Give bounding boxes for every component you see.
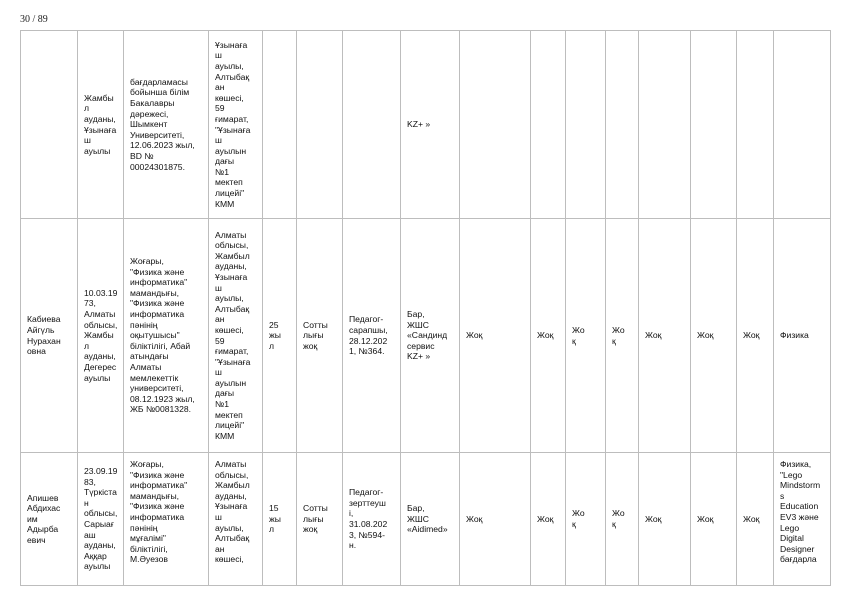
cell-col10: Жоқ [531,219,566,453]
cell-education: Жоғары, "Физика және информатика" мамандығы, "Физика және информатика пәнінің мұғалімі" біліктілігі, М.Әуезов [124,453,209,586]
table-row [21,453,831,586]
cell-experience: 15 жы л [263,453,297,586]
cell-education: бағдарламасы бойынша білім Бакалавры дәрежесі, Шымкент Университеті, 12.06.2023 жыл, BD № 00024301875. [124,31,209,219]
cell-medical: KZ+ » [401,31,460,219]
table-row [21,219,831,453]
cell-address: Алматы облысы, Жамбыл ауданы, Ұзынаға ш ауылы, Алтыбақ ан көшесі, 59 ғимарат, "Ұзынаға ш ауылын дағы №1 мектеп лицейі" КММ [209,219,263,453]
cell-name: Апишев Абдихас им Адырба евич [21,453,78,586]
cell-col15: Жоқ [737,219,774,453]
cell-col11 [566,31,606,219]
cell-col9: Жоқ [460,453,531,586]
cell-category: Педагог- зерттеуш і, 31.08.202 3, №594- н. [343,453,401,586]
page-number: 30 / 89 [20,14,48,25]
cell-name: Кабиева Айгүль Нурахан овна [21,219,78,453]
cell-col13 [639,31,691,219]
cell-address: Алматы облысы, Жамбыл ауданы, Ұзынаға ш ауылы, Алтыбақ ан көшесі, [209,453,263,586]
cell-name [21,31,78,219]
cell-address: Ұзынаға ш ауылы, Алтыбақ ан көшесі, 59 ғимарат, "Ұзынаға ш ауылын дағы №1 мектеп лицейі" КММ [209,31,263,219]
table-row [21,31,831,219]
cell-medical: Бар, ЖШС «Aidimed» [401,453,460,586]
cell-col14: Жоқ [691,219,737,453]
cell-col9 [460,31,531,219]
cell-col11: Жо қ [566,219,606,453]
cell-subject [774,31,831,219]
cell-col14: Жоқ [691,453,737,586]
cell-experience: 25 жы л [263,219,297,453]
cell-experience [263,31,297,219]
cell-col14 [691,31,737,219]
cell-category: Педагог- сарапшы, 28.12.202 1, №364. [343,219,401,453]
cell-col9: Жоқ [460,219,531,453]
cell-col10: Жоқ [531,453,566,586]
cell-education: Жоғары, "Физика және информатика" мамандығы, "Физика және информатика пәнінің оқытушысы" біліктілігі, Абай атындағы Алматы мемлекеттік университеті, 08.12.1923 жыл, ЖБ №0081328. [124,219,209,453]
candidates-table [20,30,831,586]
cell-birth: 23.09.19 83, Түркіста н облысы, Сарыағ аш ауданы, Аққар ауылы [78,453,124,586]
cell-col11: Жо қ [566,453,606,586]
cell-criminal-record: Сотты лығы жоқ [297,453,343,586]
cell-col15 [737,31,774,219]
cell-birth: 10.03.19 73, Алматы облысы, Жамбы л ауданы, Дегерес ауылы [78,219,124,453]
cell-col12: Жо қ [606,453,639,586]
cell-criminal-record: Сотты лығы жоқ [297,219,343,453]
cell-medical: Бар, ЖШС «Сандинд сервис KZ+ » [401,219,460,453]
cell-subject: Физика, "Lego Mindstorm s Education EV3 және Lego Digital Designer бағдарла [774,453,831,586]
cell-subject: Физика [774,219,831,453]
cell-birth: Жамбы л ауданы, Ұзынаға ш ауылы [78,31,124,219]
cell-col13: Жоқ [639,219,691,453]
cell-category [343,31,401,219]
cell-col12 [606,31,639,219]
cell-col15: Жоқ [737,453,774,586]
cell-col13: Жоқ [639,453,691,586]
cell-col12: Жо қ [606,219,639,453]
cell-col10 [531,31,566,219]
cell-criminal-record [297,31,343,219]
